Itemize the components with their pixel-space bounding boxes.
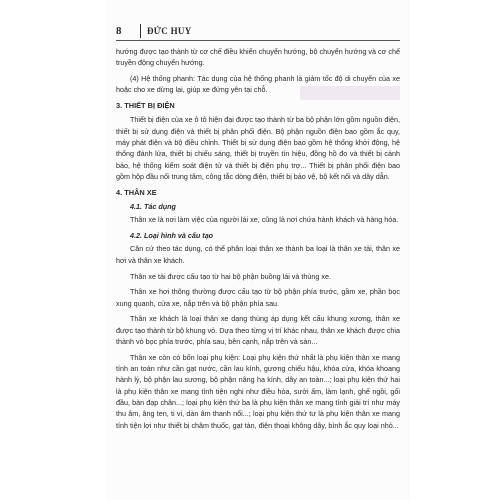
page-content xyxy=(116,46,400,435)
paragraph: Thân xe là nơi làm việc của người lái xe, cũng là nơi chứa hành khách và hàng hóa. xyxy=(130,215,399,225)
paragraph: hướng được tạo thành từ cơ chế điều khiển chuyển hướng, bộ chuyển hướng và cơ chế truyền động chuyển hướng. xyxy=(116,47,400,68)
paragraph: (4) Hệ thống phanh: Tác dụng của hệ thống phanh là giảm tốc độ di chuyển của xe hoặc cho xe dừng lại, giúp xe đứng yên tại chỗ. xyxy=(116,74,400,95)
header-separator xyxy=(140,24,141,38)
paragraph: Thân xe tải được cấu tạo từ hai bộ phận buồng lái và thùng xe. xyxy=(130,271,331,281)
author-name: ĐỨC HUY xyxy=(147,26,192,36)
section-heading: 4. THÂN XE xyxy=(116,187,157,197)
paragraph: Thân xe khách là loại thân xe dạng thùng áp dụng kết cấu khung xương, thân xe được tạo thành từ bộ khung vỏ. Dựa theo từng vị trí khác nhau, thân xe khách được chia thành vỏ bọc phía trước, phía sau, bên cạnh, nắp trên và sàn... xyxy=(116,314,400,347)
page-header xyxy=(116,22,400,41)
paragraph: Thân xe còn có bốn loại phụ kiện: Loại phụ kiện thứ nhất là phụ kiện thân xe mang tính an toàn như cần gạt nước, cần lau kính, gương chiếu hậu, khóa cửa, khóa khoang hành lý, bộ phận lau sương, bộ phận nâng hạ kính, dây an toàn...; loại phụ kiện thứ hai là phụ kiện thân xe mang tính tiện nghi như điều hòa, sưởi ấm, làm lạnh, ghế ngồi, gối đầu, bàn đạp chân...; loại phụ kiện thứ ba là phụ kiện thân xe mang tính giải trí như máy thu âm, âng ten, ti vi, dàn âm thanh nổi...; loại phụ kiện thứ tư là phụ kiện thân xe mang tính tiện lợi như thiết bị châm thuốc, gạt tàn, điện thoại không dây, bình ắc quy loại nhỏ... xyxy=(116,352,400,430)
paragraph: Căn cứ theo tác dụng, có thể phân loại thân xe thành ba loại là thân xe tải, thân xe hơi và thân xe khách. xyxy=(116,244,400,265)
section-heading: 3. THIẾT BỊ ĐIỆN xyxy=(116,101,175,111)
paragraph: Thân xe hơi thông thường được cấu tạo từ bộ phận phía trước, gầm xe, phần bọc xung quanh, cửa xe, nắp trên và bộ phận phía sau. xyxy=(116,287,400,308)
page-number: 8 xyxy=(116,25,122,37)
subsection-heading: 4.1. Tác dụng xyxy=(130,202,176,212)
paragraph: Thiết bị điện của xe ô tô hiện đại được tạo thành từ ba bộ phận lớn gồm nguồn điện, thiết bị sử dụng điện và thiết bị phân phối điện. Bộ phận nguồn điện bao gồm ắc quy, máy phát điện và bộ điều chỉnh. Thiết bị sử dụng điện bao gồm hệ thống khởi động, hệ thống đánh lửa, thiết bị chiếu sáng, thiết bị truyền tín hiệu, đồng hồ đo và thiết bị cảnh báo, hệ thống kiểm soát điện tử và thiết bị điện phụ trợ... Thiết bị phân phối điện bao gồm hộp đầu nối trung tâm, công tắc dòng điện, thiết bị bảo vệ, bộ kết nối và dây dẫn. xyxy=(116,115,400,181)
subsection-heading: 4.2. Loại hình và cấu tạo xyxy=(130,231,214,241)
